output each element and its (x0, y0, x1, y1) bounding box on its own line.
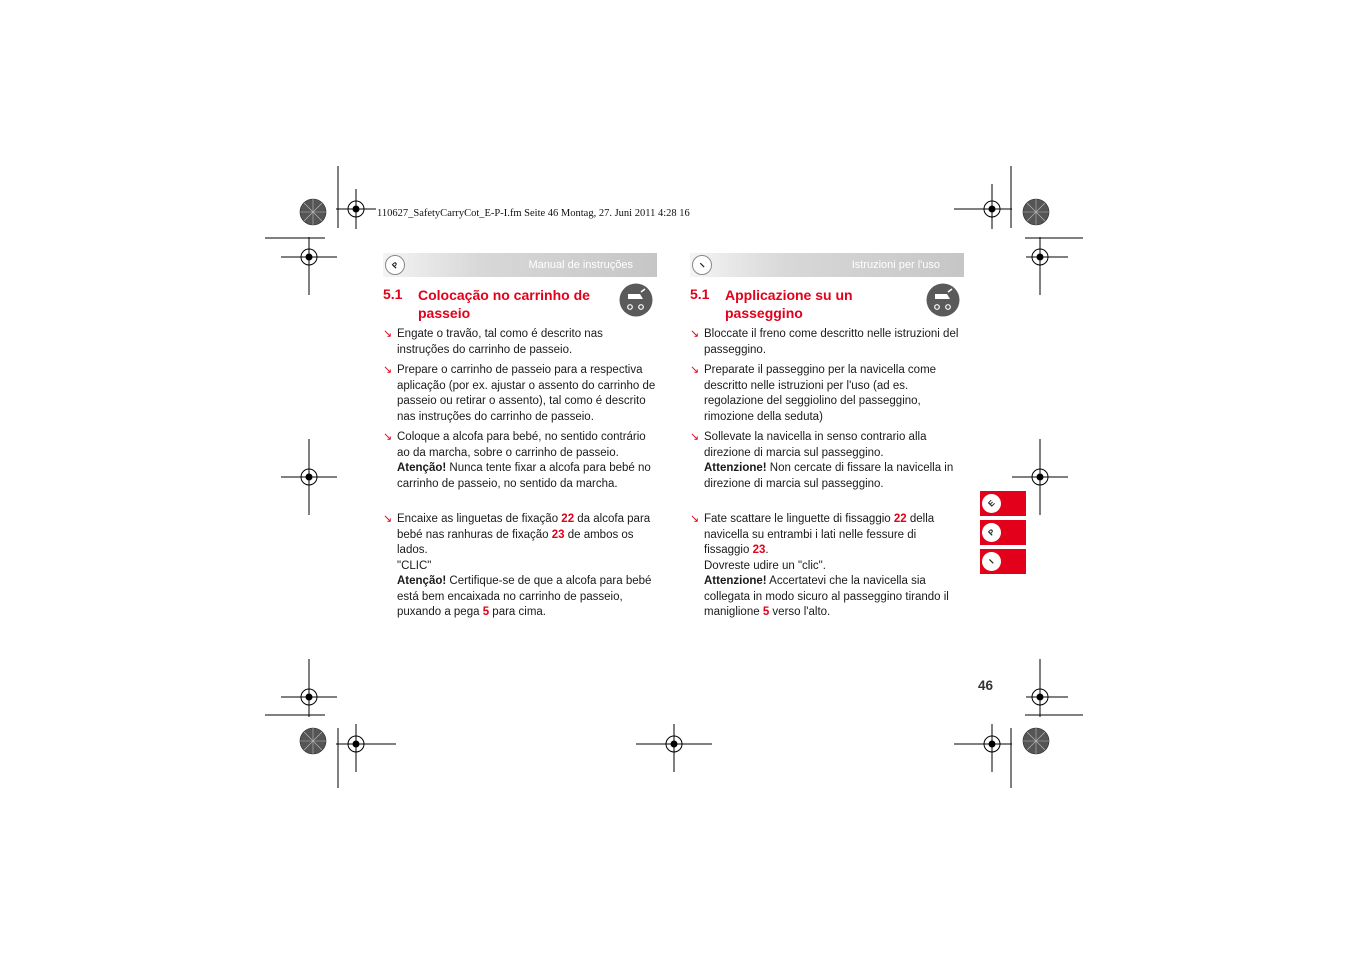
part-number: 5 (762, 606, 770, 618)
section-heading (383, 283, 657, 327)
lang-tab-label: E (978, 490, 1005, 517)
arrow-icon: ↘ (383, 431, 393, 443)
stroller-icon (619, 283, 653, 317)
language-tabs (980, 491, 1026, 578)
print-file-header: 110627_SafetyCarryCot_E-P-I.fm Seite 46 Montag, 27. Juni 2011 4:28 16 (377, 208, 690, 219)
portuguese-column (383, 253, 657, 626)
section-heading (690, 283, 964, 327)
lang-tab-label: P (978, 519, 1005, 546)
arrow-icon: ↘ (383, 364, 393, 376)
section-number: 5.1 (383, 286, 403, 302)
part-number: 23 (551, 528, 565, 541)
part-number: 23 (752, 544, 766, 556)
manual-title: Istruzioni per l'uso (851, 259, 940, 271)
stroller-icon (926, 283, 960, 317)
step-item: ↘ Sollevate la navicella in senso contrario alla direzione di marcia sul passeggino. Attenzione! Non cercate di fissare la navicella in direzione di marcia sul passeggino. (690, 431, 954, 490)
lang-tab-label: I (978, 548, 1005, 575)
section-number: 5.1 (690, 286, 710, 302)
arrow-icon: ↘ (383, 513, 393, 525)
step-item: ↘ Fate scattare le linguette di fissaggio 22 della navicella su entrambi i lati nelle fessure di fissaggio 23. Dovreste udire un "clic". Attenzione! Accertatevi che la navicella sia collegata in modo sicuro al passeggino tirando il maniglione 5 verso l'alto. (690, 513, 949, 618)
language-badge: P (381, 251, 409, 279)
page-number: 46 (978, 678, 994, 693)
step-item: ↘ Engate o travão, tal como é descrito nas instruções do carrinho de passeio. (383, 328, 603, 356)
italian-column (690, 253, 964, 626)
arrow-icon: ↘ (690, 513, 700, 525)
warning-label: Atenção! (397, 462, 447, 474)
warning-label: Attenzione! (704, 462, 767, 474)
section-title: Applicazione su un passeggino (725, 287, 853, 321)
arrow-icon: ↘ (383, 328, 393, 340)
step-item: ↘ Encaixe as linguetas de fixação 22 da alcofa para bebé nas ranhuras de fixação 23 de ambos os lados. "CLIC" Atenção! Certifique-se de que a alcofa para bebé está bem encaixada no carrinho de passeio, puxando a pega 5 para cima. (383, 513, 652, 618)
step-item: ↘ Preparate il passeggino per la navicella come descritto nelle istruzioni per l'uso (ad es. regolazione del seggiolino del passeggino, rimozione della seduta) (690, 364, 937, 423)
step-item: ↘ Prepare o carrinho de passeio para a respectiva aplicação (por ex. ajustar o assento do carrinho de passeio ou retirar o assento), tal como é descrito nas instruções do carrinho de passeio. (383, 364, 656, 423)
arrow-icon: ↘ (690, 364, 700, 376)
lang-tab-e[interactable] (980, 491, 1026, 516)
section-title: Colocação no carrinho de passeio (418, 287, 590, 321)
part-number: 5 (482, 606, 490, 618)
language-badge: I (688, 251, 716, 279)
step-item: ↘ Bloccate il freno come descritto nelle istruzioni del passeggino. (690, 328, 959, 356)
part-number: 22 (561, 513, 575, 525)
arrow-icon: ↘ (690, 431, 700, 443)
arrow-icon: ↘ (690, 328, 700, 340)
manual-title: Manual de instruções (528, 259, 633, 271)
warning-label: Attenzione! (704, 575, 767, 587)
lang-tab-p[interactable] (980, 520, 1026, 545)
step-item: ↘ Coloque a alcofa para bebé, no sentido contrário ao da marcha, sobre o carrinho de passeio. Atenção! Nunca tente fixar a alcofa para bebé no carrinho de passeio, no sentido da marcha. (383, 431, 651, 490)
column-header-bar (383, 253, 657, 277)
lang-tab-i[interactable] (980, 549, 1026, 574)
warning-label: Atenção! (397, 575, 447, 587)
column-header-bar (690, 253, 964, 277)
part-number: 22 (893, 513, 907, 525)
